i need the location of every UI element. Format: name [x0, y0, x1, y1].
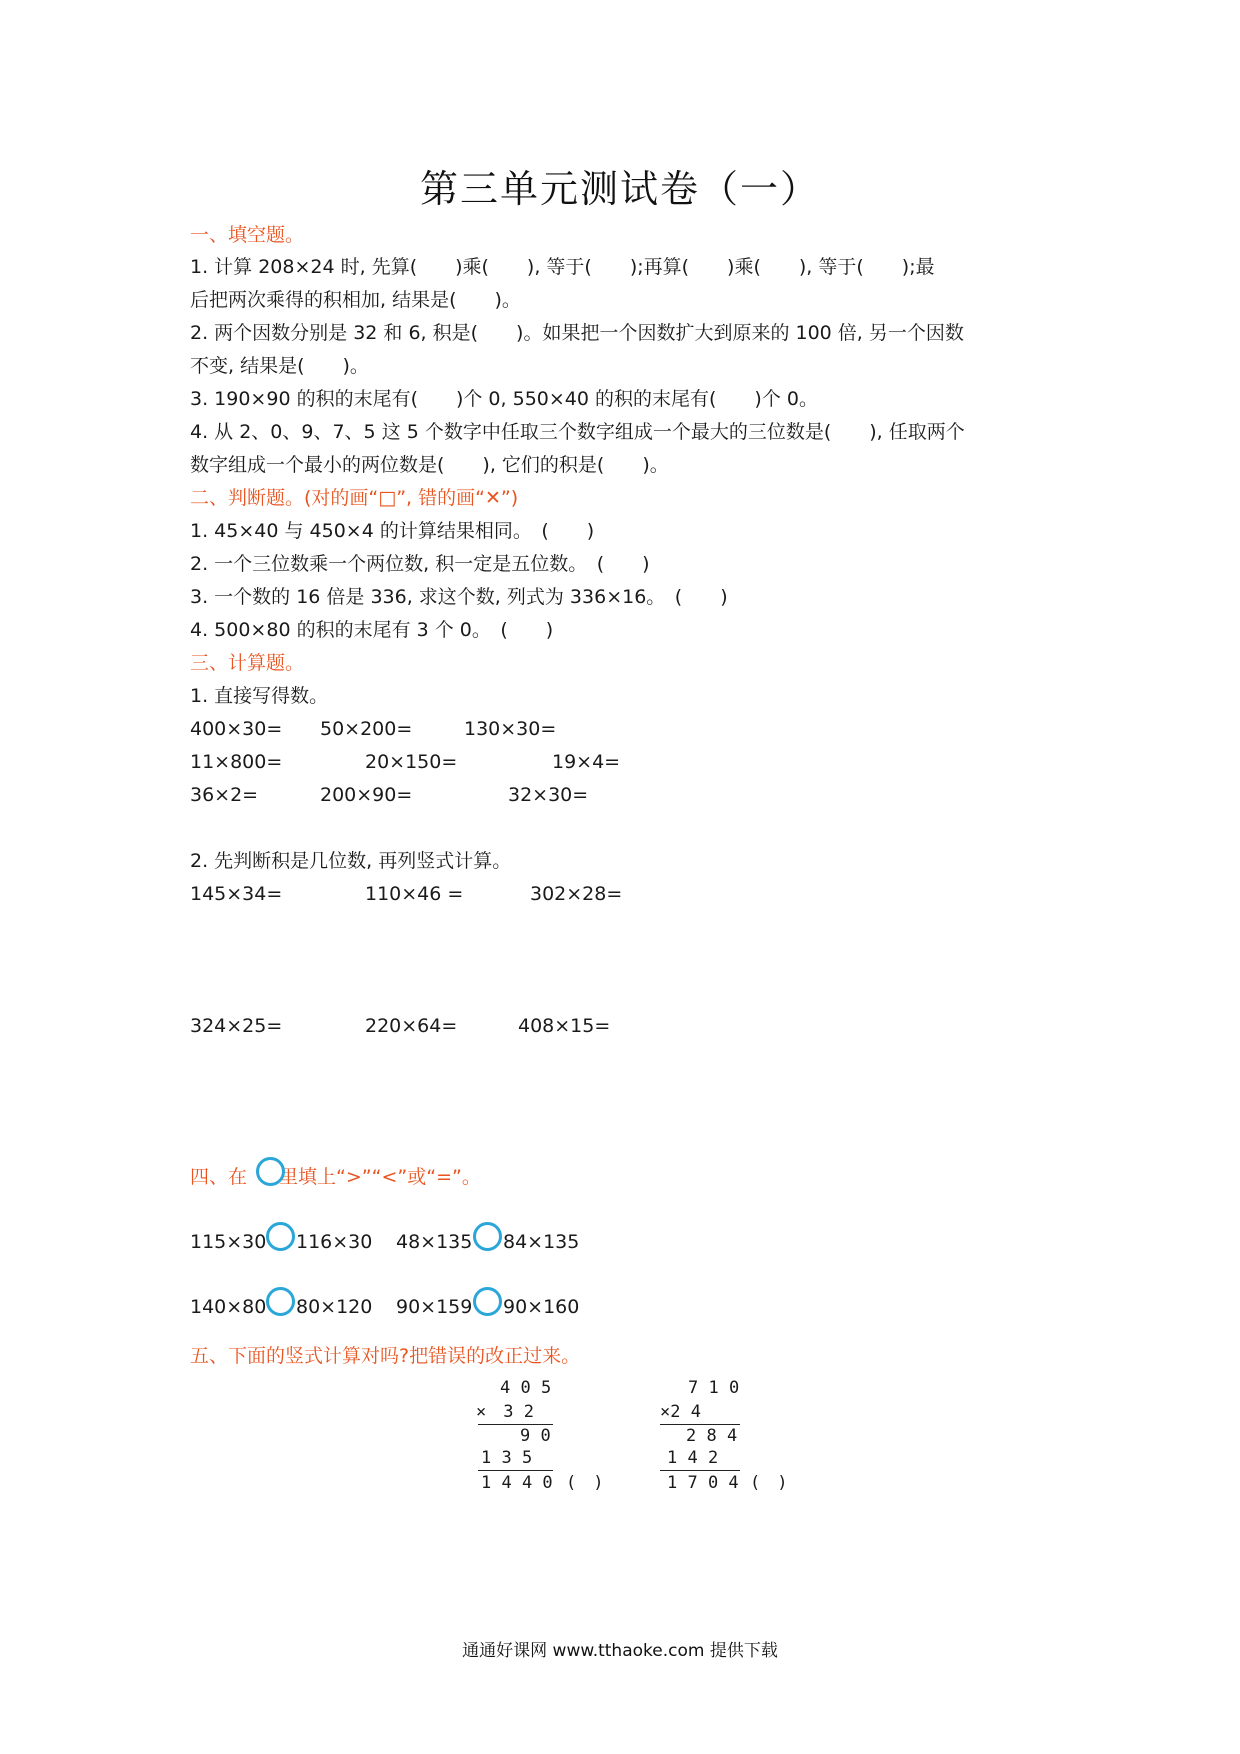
judge-line: 1. 45×40 与 450×4 的计算结果相同。 ( ): [190, 520, 595, 542]
judge-line: 3. 一个数的 16 倍是 336, 求这个数, 列式为 336×16。 ( ): [190, 586, 728, 608]
vertical-line: [660, 1424, 740, 1425]
vertical-row: 1 4 4 0: [481, 1473, 553, 1493]
compare-heading-post: 里填上“>”“<”或“=”。: [279, 1166, 481, 1188]
vertical-row: ×2 4: [660, 1402, 701, 1422]
compare-right: 84×135: [503, 1231, 580, 1253]
vertical-row: 9 0: [520, 1426, 551, 1446]
judge-line: 4. 500×80 的积的末尾有 3 个 0。 ( ): [190, 619, 554, 641]
compare-circle[interactable]: [266, 1222, 295, 1251]
section-compare-heading: [190, 1165, 481, 1189]
section-fill-heading: 一、填空题。: [190, 224, 305, 246]
calc-item: 20×150=: [365, 751, 458, 773]
calc-q2-title: 2. 先判断积是几位数, 再列竖式计算。: [190, 850, 512, 872]
vertical-row: 2 8 4: [686, 1426, 738, 1446]
calc-item: 200×90=: [320, 784, 413, 806]
section-vertical-heading: 五、下面的竖式计算对吗?把错误的改正过来。: [190, 1345, 581, 1367]
fill-line: 4. 从 2、0、9、7、5 这 5 个数字中任取三个数字组成一个最大的三位数是( ), 任取两个: [190, 421, 965, 443]
vertical-row: 1 3 5: [481, 1448, 533, 1468]
section-judge-heading: 二、判断题。(对的画“□”, 错的画“✕”): [190, 487, 519, 509]
section-calc-heading: 三、计算题。: [190, 652, 305, 674]
fill-line: 不变, 结果是( )。: [190, 355, 369, 377]
calc-item: 220×64=: [365, 1015, 458, 1037]
fill-line: 2. 两个因数分别是 32 和 6, 积是( )。如果把一个因数扩大到原来的 100 倍, 另一个因数: [190, 322, 964, 344]
compare-right: 90×160: [503, 1296, 580, 1318]
vertical-row: 1 7 0 4: [667, 1473, 739, 1493]
calc-q1-title: 1. 直接写得数。: [190, 685, 329, 707]
calc-item: 19×4=: [552, 751, 621, 773]
calc-item: 50×200=: [320, 718, 413, 740]
calc-item: 36×2=: [190, 784, 259, 806]
fill-line: 3. 190×90 的积的末尾有( )个 0, 550×40 的积的末尾有( )个 0。: [190, 388, 818, 410]
compare-left: 48×135: [396, 1231, 473, 1253]
calc-item: 408×15=: [518, 1015, 611, 1037]
footer-credit: 通通好课网 www.tthaoke.com 提供下载: [462, 1641, 778, 1661]
vertical-row: × 3 2: [476, 1402, 534, 1422]
calc-item: 324×25=: [190, 1015, 283, 1037]
fill-line: 后把两次乘得的积相加, 结果是( )。: [190, 289, 521, 311]
compare-left: 90×159: [396, 1296, 473, 1318]
vertical-line: [478, 1470, 553, 1471]
calc-item: 32×30=: [508, 784, 589, 806]
vertical-row: 4 0 5: [500, 1378, 552, 1398]
calc-item: 400×30=: [190, 718, 283, 740]
compare-heading-pre: 四、在: [190, 1166, 248, 1188]
compare-right: 116×30: [296, 1231, 373, 1253]
judge-line: 2. 一个三位数乘一个两位数, 积一定是五位数。 ( ): [190, 553, 650, 575]
circle-icon: [256, 1157, 285, 1186]
fill-line: 1. 计算 208×24 时, 先算( )乘( ), 等于( );再算( )乘( ), 等于( );最: [190, 256, 935, 278]
calc-item: 110×46 =: [365, 883, 464, 905]
answer-paren[interactable]: ( ): [750, 1473, 788, 1493]
compare-left: 140×80: [190, 1296, 267, 1318]
fill-line: 数字组成一个最小的两位数是( ), 它们的积是( )。: [190, 454, 669, 476]
compare-left: 115×30: [190, 1231, 267, 1253]
calc-item: 130×30=: [464, 718, 557, 740]
calc-item: 145×34=: [190, 883, 283, 905]
vertical-row: 1 4 2: [667, 1448, 719, 1468]
calc-item: 302×28=: [530, 883, 623, 905]
compare-circle[interactable]: [266, 1287, 295, 1316]
vertical-row: 7 1 0: [688, 1378, 740, 1398]
compare-right: 80×120: [296, 1296, 373, 1318]
calc-item: 11×800=: [190, 751, 283, 773]
vertical-line: [478, 1424, 553, 1425]
vertical-line: [660, 1470, 740, 1471]
compare-circle[interactable]: [473, 1222, 502, 1251]
answer-paren[interactable]: ( ): [566, 1473, 604, 1493]
compare-circle[interactable]: [473, 1287, 502, 1316]
page-title: 第三单元测试卷（一）: [419, 167, 820, 211]
